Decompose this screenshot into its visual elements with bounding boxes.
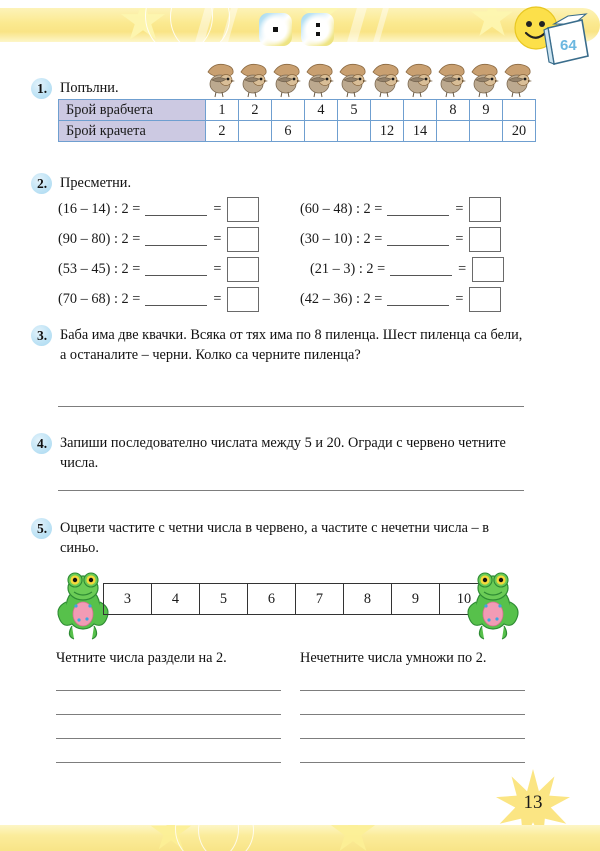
cell-legs-5[interactable] — [338, 121, 371, 142]
cell-sparrows-1[interactable]: 1 — [206, 100, 239, 121]
calc-row — [58, 284, 259, 314]
equals-sign: = — [458, 260, 467, 277]
strip-cell-6[interactable]: 8 — [344, 584, 392, 614]
equals-sign: = — [213, 200, 222, 217]
answer-rule-odd[interactable] — [300, 738, 525, 739]
calc-answer-box[interactable] — [469, 287, 501, 312]
number-strip — [103, 583, 489, 615]
sparrow-icon — [468, 60, 501, 98]
exercise-3-prompt: Баба има две квачки. Всяка от тях има по 8 пиленца. Шест пиленца са бели, а останалите – черни. Колко са черните пиленца? — [60, 327, 523, 364]
sparrow-icon — [336, 60, 369, 98]
strip-cell-4[interactable]: 6 — [248, 584, 296, 614]
cell-sparrows-6[interactable] — [371, 100, 404, 121]
calc-answer-box[interactable] — [227, 257, 259, 282]
cell-sparrows-3[interactable] — [272, 100, 305, 121]
answer-rule-odd[interactable] — [300, 762, 525, 763]
multiplication-dot-icon — [259, 13, 292, 46]
calc-expression: (60 – 48) : 2 = — [300, 200, 383, 217]
strip-cell-3[interactable]: 5 — [200, 584, 248, 614]
cell-legs-9[interactable] — [470, 121, 503, 142]
cell-legs-10[interactable]: 20 — [503, 121, 536, 142]
answer-column-heading-odd: Нечетните числа умножи по 2. — [300, 650, 487, 666]
cell-legs-2[interactable] — [239, 121, 272, 142]
calc-expression: (21 – 3) : 2 = — [310, 260, 386, 277]
strip-cell-5[interactable]: 7 — [296, 584, 344, 614]
cell-legs-1[interactable]: 2 — [206, 121, 239, 142]
cell-legs-8[interactable] — [437, 121, 470, 142]
cell-sparrows-9[interactable]: 9 — [470, 100, 503, 121]
answer-rule-odd[interactable] — [300, 690, 525, 691]
calc-row — [58, 194, 259, 224]
row-label-legs: Брой крачета — [59, 121, 206, 142]
calc-row — [300, 224, 504, 254]
sparrow-icon — [270, 60, 303, 98]
cell-legs-6[interactable]: 12 — [371, 121, 404, 142]
calc-blank-line[interactable] — [387, 292, 449, 306]
exercise-5-prompt: Оцвети частите с четни числа в червено, а частите с нечетни числа – в синьо. — [60, 520, 490, 557]
row-label-sparrows: Брой врабчета — [59, 100, 206, 121]
calc-expression: (42 – 36) : 2 = — [300, 290, 383, 307]
exercise-3-number: 3. — [30, 325, 54, 347]
calc-blank-line[interactable] — [145, 202, 207, 216]
calc-blank-line[interactable] — [145, 232, 207, 246]
bottom-decorative-band — [0, 825, 600, 851]
equals-sign: = — [213, 230, 222, 247]
calc-row — [300, 284, 504, 314]
equals-sign: = — [213, 290, 222, 307]
equals-sign: = — [455, 290, 464, 307]
answer-rule-even[interactable] — [56, 738, 281, 739]
sparrow-icon — [402, 60, 435, 98]
sparrow-row — [204, 60, 534, 98]
table-row — [59, 100, 536, 121]
equals-sign: = — [455, 200, 464, 217]
calc-answer-box[interactable] — [469, 197, 501, 222]
exercise-2-number: 2. — [30, 173, 54, 195]
equals-sign: = — [455, 230, 464, 247]
svg-text:64: 64 — [560, 37, 577, 54]
page-number: 13 — [523, 792, 543, 813]
sparrow-icon — [435, 60, 468, 98]
calc-expression: (90 – 80) : 2 = — [58, 230, 141, 247]
calc-blank-line[interactable] — [145, 262, 207, 276]
answer-rule-even[interactable] — [56, 762, 281, 763]
strip-cell-1[interactable]: 3 — [104, 584, 152, 614]
cell-legs-7[interactable]: 14 — [404, 121, 437, 142]
strip-cell-2[interactable]: 4 — [152, 584, 200, 614]
exercise-1-prompt: Попълни. — [60, 80, 119, 96]
equals-sign: = — [213, 260, 222, 277]
exercise-4-prompt: Запиши последователно числата между 5 и 20. Огради с червено четните числа. — [60, 435, 506, 472]
calc-row — [300, 194, 504, 224]
calc-blank-line[interactable] — [387, 202, 449, 216]
cell-sparrows-8[interactable]: 8 — [437, 100, 470, 121]
exercise-3-answer-rule[interactable] — [58, 406, 524, 407]
calc-blank-line[interactable] — [387, 232, 449, 246]
answer-column-heading-even: Четните числа раздели на 2. — [56, 650, 227, 666]
calc-column-right — [300, 194, 504, 314]
frog-right-icon — [462, 562, 524, 642]
calc-answer-box[interactable] — [227, 287, 259, 312]
calc-answer-box[interactable] — [227, 227, 259, 252]
answer-rule-even[interactable] — [56, 714, 281, 715]
strip-cell-8[interactable]: 10 — [456, 590, 472, 607]
calc-row — [300, 254, 504, 284]
exercise-4-answer-rule[interactable] — [58, 490, 524, 491]
cell-sparrows-7[interactable] — [404, 100, 437, 121]
sparrow-icon — [204, 60, 237, 98]
sparrow-icon — [303, 60, 336, 98]
cell-legs-4[interactable] — [305, 121, 338, 142]
cell-sparrows-10[interactable] — [503, 100, 536, 121]
band-streak-decor — [347, 8, 367, 42]
calc-row — [58, 254, 259, 284]
calc-column-left — [58, 194, 259, 314]
calc-expression: (53 – 45) : 2 = — [58, 260, 141, 277]
calc-blank-line[interactable] — [145, 292, 207, 306]
calc-expression: (70 – 68) : 2 = — [58, 290, 141, 307]
band-streak-decor — [373, 8, 389, 42]
table-row — [59, 121, 536, 142]
cell-legs-3[interactable]: 6 — [272, 121, 305, 142]
exercise-5-number: 5. — [30, 518, 54, 540]
exercise-2-prompt: Пресметни. — [60, 175, 132, 191]
sparrow-legs-table — [58, 99, 536, 142]
sparrow-icon — [369, 60, 402, 98]
calc-row — [58, 224, 259, 254]
exercise-1-number: 1. — [30, 78, 54, 100]
sparrow-icon — [501, 60, 534, 98]
sparrow-icon — [237, 60, 270, 98]
cell-sparrows-5[interactable]: 5 — [338, 100, 371, 121]
cell-sparrows-2[interactable]: 2 — [239, 100, 272, 121]
calc-blank-line[interactable] — [390, 262, 452, 276]
cell-sparrows-4[interactable]: 4 — [305, 100, 338, 121]
band-star-decor — [330, 825, 376, 851]
calc-expression: (30 – 10) : 2 = — [300, 230, 383, 247]
answer-rule-even[interactable] — [56, 690, 281, 691]
division-colon-icon — [301, 13, 334, 46]
exercise-4-number: 4. — [30, 433, 54, 455]
strip-cell-7[interactable]: 9 — [392, 584, 440, 614]
calc-expression: (16 – 14) : 2 = — [58, 200, 141, 217]
calc-answer-box[interactable] — [472, 257, 504, 282]
answer-rule-odd[interactable] — [300, 714, 525, 715]
operator-chip-group — [259, 13, 334, 46]
calc-answer-box[interactable] — [227, 197, 259, 222]
band-swirl-decor — [198, 825, 254, 851]
calc-answer-box[interactable] — [469, 227, 501, 252]
